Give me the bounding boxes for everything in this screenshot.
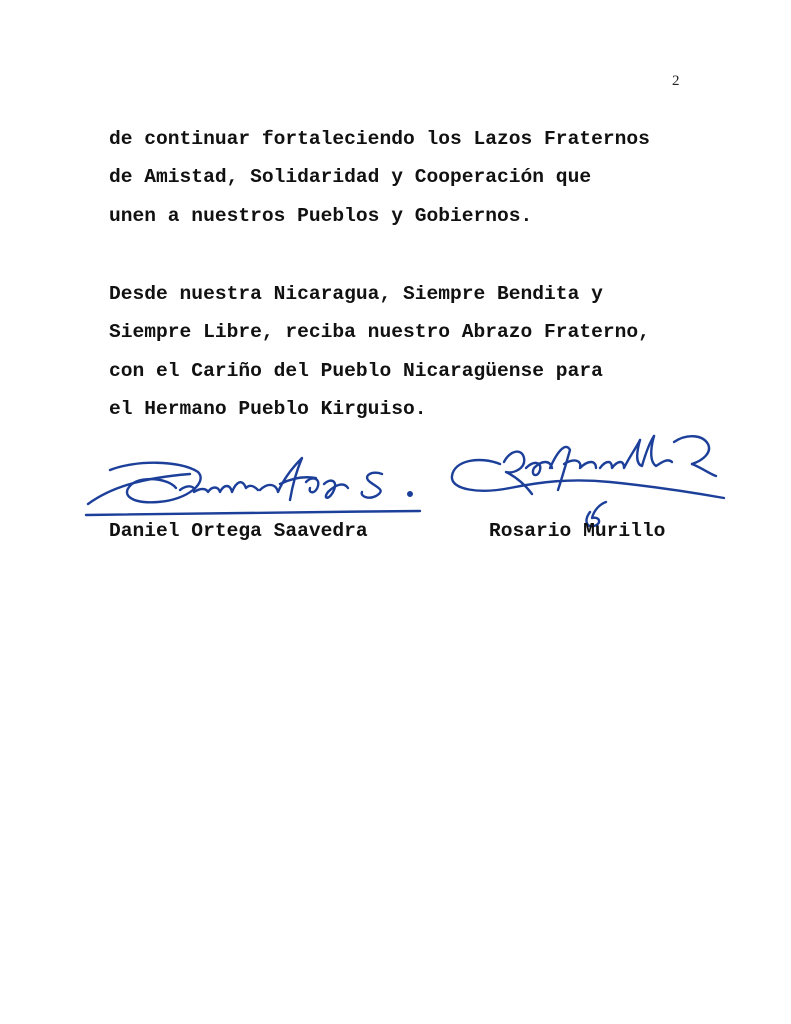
paragraph-line: unen a nuestros Pueblos y Gobiernos. <box>109 204 533 227</box>
page-number: 2 <box>672 73 680 89</box>
paragraph-line: de Amistad, Solidaridad y Cooperación que <box>109 166 592 189</box>
paragraph-line: Siempre Libre, reciba nuestro Abrazo Fraterno, <box>109 321 650 344</box>
signer-name-right: Rosario Murillo <box>489 520 666 542</box>
letter-paragraph-1 <box>109 120 650 235</box>
paragraph-line: Desde nuestra Nicaragua, Siempre Bendita y <box>109 283 603 305</box>
letter-paragraph-2 <box>109 275 650 428</box>
signer-name-left: Daniel Ortega Saavedra <box>109 520 368 542</box>
paragraph-line: con el Cariño del Pueblo Nicaragüense para <box>109 359 603 382</box>
paragraph-line: de continuar fortaleciendo los Lazos Fraternos <box>109 128 650 150</box>
paragraph-line: el Hermano Pueblo Kirguiso. <box>109 397 427 420</box>
